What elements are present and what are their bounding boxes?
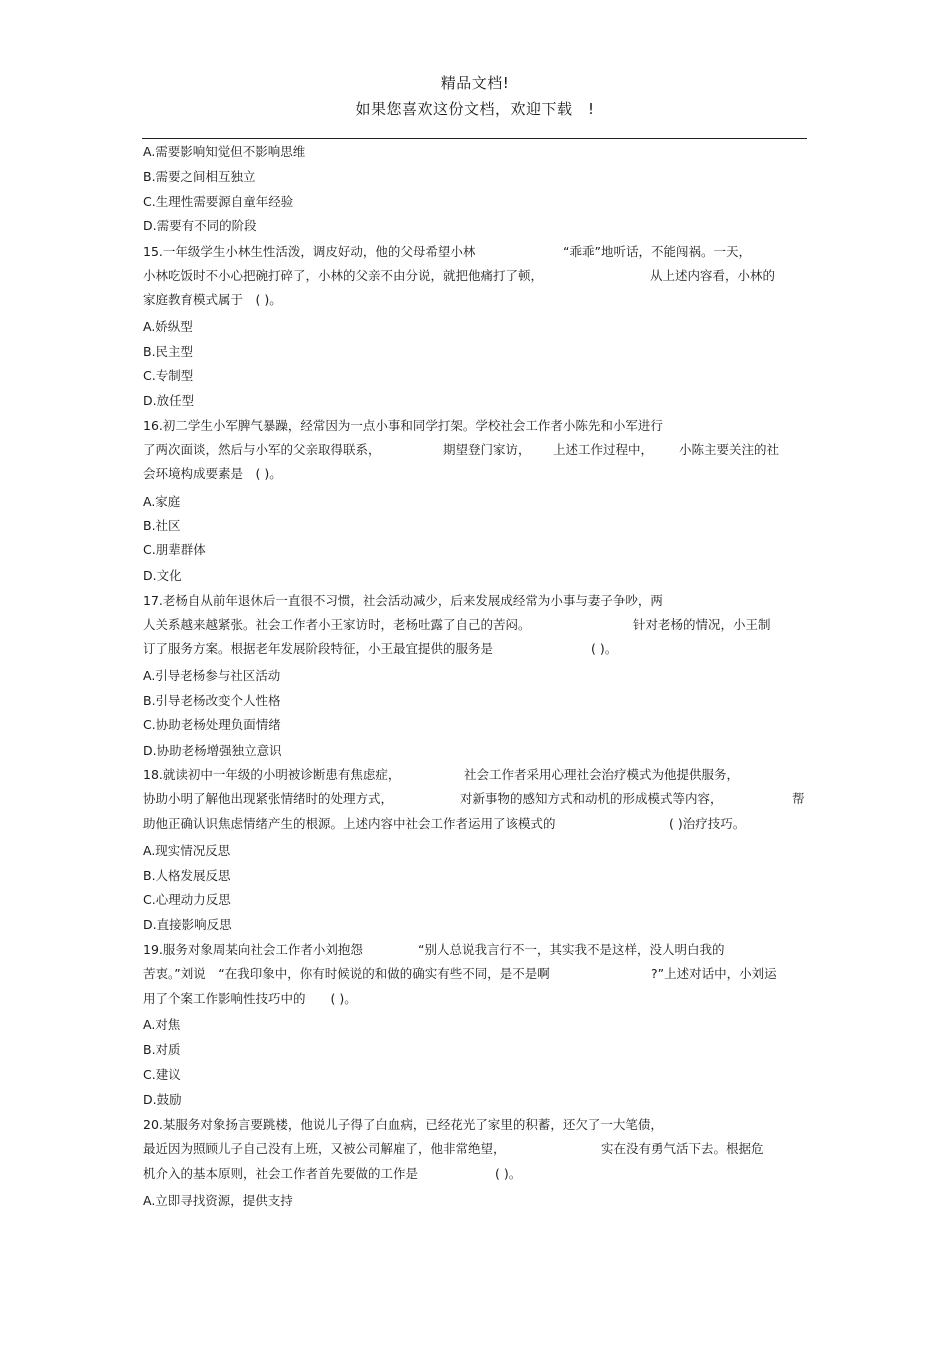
question-18-line-2c: 帮 [792, 791, 805, 806]
question-16-line-2d: 小陈主要关注的社 [679, 442, 780, 457]
question-16-line-2a: 了两次面谈，然后与小军的父亲取得联系， [143, 442, 381, 457]
option-d: D.文化 [143, 568, 182, 583]
question-19-line-2b: ?”上述对话中，小刘运 [651, 966, 777, 981]
question-20-line-3b: ( )。 [495, 1166, 522, 1181]
question-17-line-1: 17.老杨自从前年退休后一直很不习惯，社会活动减少，后来发展成经常为小事与妻子争吵，两 [143, 593, 663, 608]
header-line-1: 精品文档! [440, 74, 510, 92]
question-16-line-2b: 期望登门家访， [443, 442, 531, 457]
option-d: D.放任型 [143, 393, 195, 408]
option-a: A.引导老杨参与社区活动 [143, 668, 281, 683]
option-c: C.朋辈群体 [143, 542, 206, 557]
option-b: B.社区 [143, 518, 181, 533]
option-c: C.协助老杨处理负面情绪 [143, 717, 281, 732]
question-18-line-1a: 18.就读初中一年级的小明被诊断患有焦虑症， [143, 767, 401, 782]
question-18-line-3a: 助他正确认识焦虑情绪产生的根源。上述内容中社会工作者运用了该模式的 [143, 816, 556, 831]
question-20-line-2b: 实在没有勇气活下去。根据危 [601, 1141, 764, 1156]
option-b: B.民主型 [143, 344, 194, 359]
question-17-line-2a: 人关系越来越紧张。社会工作者小王家访时，老杨吐露了自己的苦闷。 [143, 617, 531, 632]
option-b: B.人格发展反思 [143, 868, 231, 883]
question-19-line-3: 用了个案工作影响性技巧中的 ( )。 [143, 991, 357, 1006]
option-a: A.立即寻找资源，提供支持 [143, 1193, 293, 1208]
option-c: C.专制型 [143, 368, 194, 383]
question-15-line-1b: “乖乖”地听话，不能闯祸。一天， [563, 244, 751, 259]
option-d: D.协助老杨增强独立意识 [143, 743, 282, 758]
option-b: B.需要之间相互独立 [143, 169, 256, 184]
option-a: A.现实情况反思 [143, 843, 231, 858]
question-18-line-2a: 协助小明了解他出现紧张情绪时的处理方式， [143, 791, 394, 806]
question-16-line-2c: 上述工作过程中， [553, 442, 654, 457]
header-divider [142, 138, 807, 139]
question-15-line-2a: 小林吃饭时不小心把碗打碎了，小林的父亲不由分说，就把他痛打了顿， [143, 268, 544, 283]
question-18-line-1b: 社会工作者采用心理社会治疗模式为他提供服务， [464, 767, 740, 782]
question-19-line-2a: 苦衷。”刘说 “在我印象中，你有时候说的和做的确实有些不同，是不是啊 [143, 966, 550, 981]
question-19-line-1a: 19.服务对象周某向社会工作者小刘抱怨 [143, 942, 363, 957]
question-15-line-1a: 15.一年级学生小林生性活泼，调皮好动，他的父母希望小林 [143, 244, 476, 259]
question-17-line-2b: 针对老杨的情况，小王制 [633, 617, 771, 632]
option-d: D.需要有不同的阶段 [143, 218, 257, 233]
option-c: C.生理性需要源自童年经验 [143, 194, 294, 209]
option-c: C.建议 [143, 1067, 181, 1082]
question-19-line-1b: “别人总说我言行不一，其实我不是这样，没人明白我的 [418, 942, 725, 957]
question-20-line-2a: 最近因为照顾儿子自己没有上班，又被公司解雇了，他非常绝望， [143, 1141, 506, 1156]
option-d: D.直接影响反思 [143, 917, 232, 932]
option-b: B.对质 [143, 1042, 181, 1057]
question-17-line-3b: ( )。 [591, 641, 618, 656]
header-line-2: 如果您喜欢这份文档，欢迎下载 ! [355, 100, 595, 118]
question-18-line-2b: 对新事物的感知方式和动机的形成模式等内容， [460, 791, 723, 806]
question-18-line-3b: ( )治疗技巧。 [669, 816, 746, 831]
option-c: C.心理动力反思 [143, 892, 231, 907]
question-16-line-1: 16.初二学生小军脾气暴躁，经常因为一点小事和同学打架。学校社会工作者小陈先和小军进行 [143, 418, 663, 433]
option-b: B.引导老杨改变个人性格 [143, 693, 281, 708]
question-20-line-3a: 机介入的基本原则，社会工作者首先要做的工作是 [143, 1166, 419, 1181]
option-a: A.对焦 [143, 1017, 181, 1032]
question-15-line-3: 家庭教育模式属于 ( )。 [143, 292, 282, 307]
option-d: D.鼓励 [143, 1092, 182, 1107]
question-17-line-3a: 订了服务方案。根据老年发展阶段特征，小王最宜提供的服务是 [143, 641, 494, 656]
question-15-line-2b: 从上述内容看，小林的 [650, 268, 776, 283]
option-a: A.家庭 [143, 494, 181, 509]
question-20-line-1: 20.某服务对象扬言要跳楼，他说儿子得了白血病，已经花光了家里的积蓄，还欠了一大笔债， [143, 1117, 663, 1132]
option-a: A.娇纵型 [143, 319, 193, 334]
question-16-line-3: 会环境构成要素是 ( )。 [143, 466, 282, 481]
option-a: A.需要影响知觉但不影响思维 [143, 144, 306, 159]
